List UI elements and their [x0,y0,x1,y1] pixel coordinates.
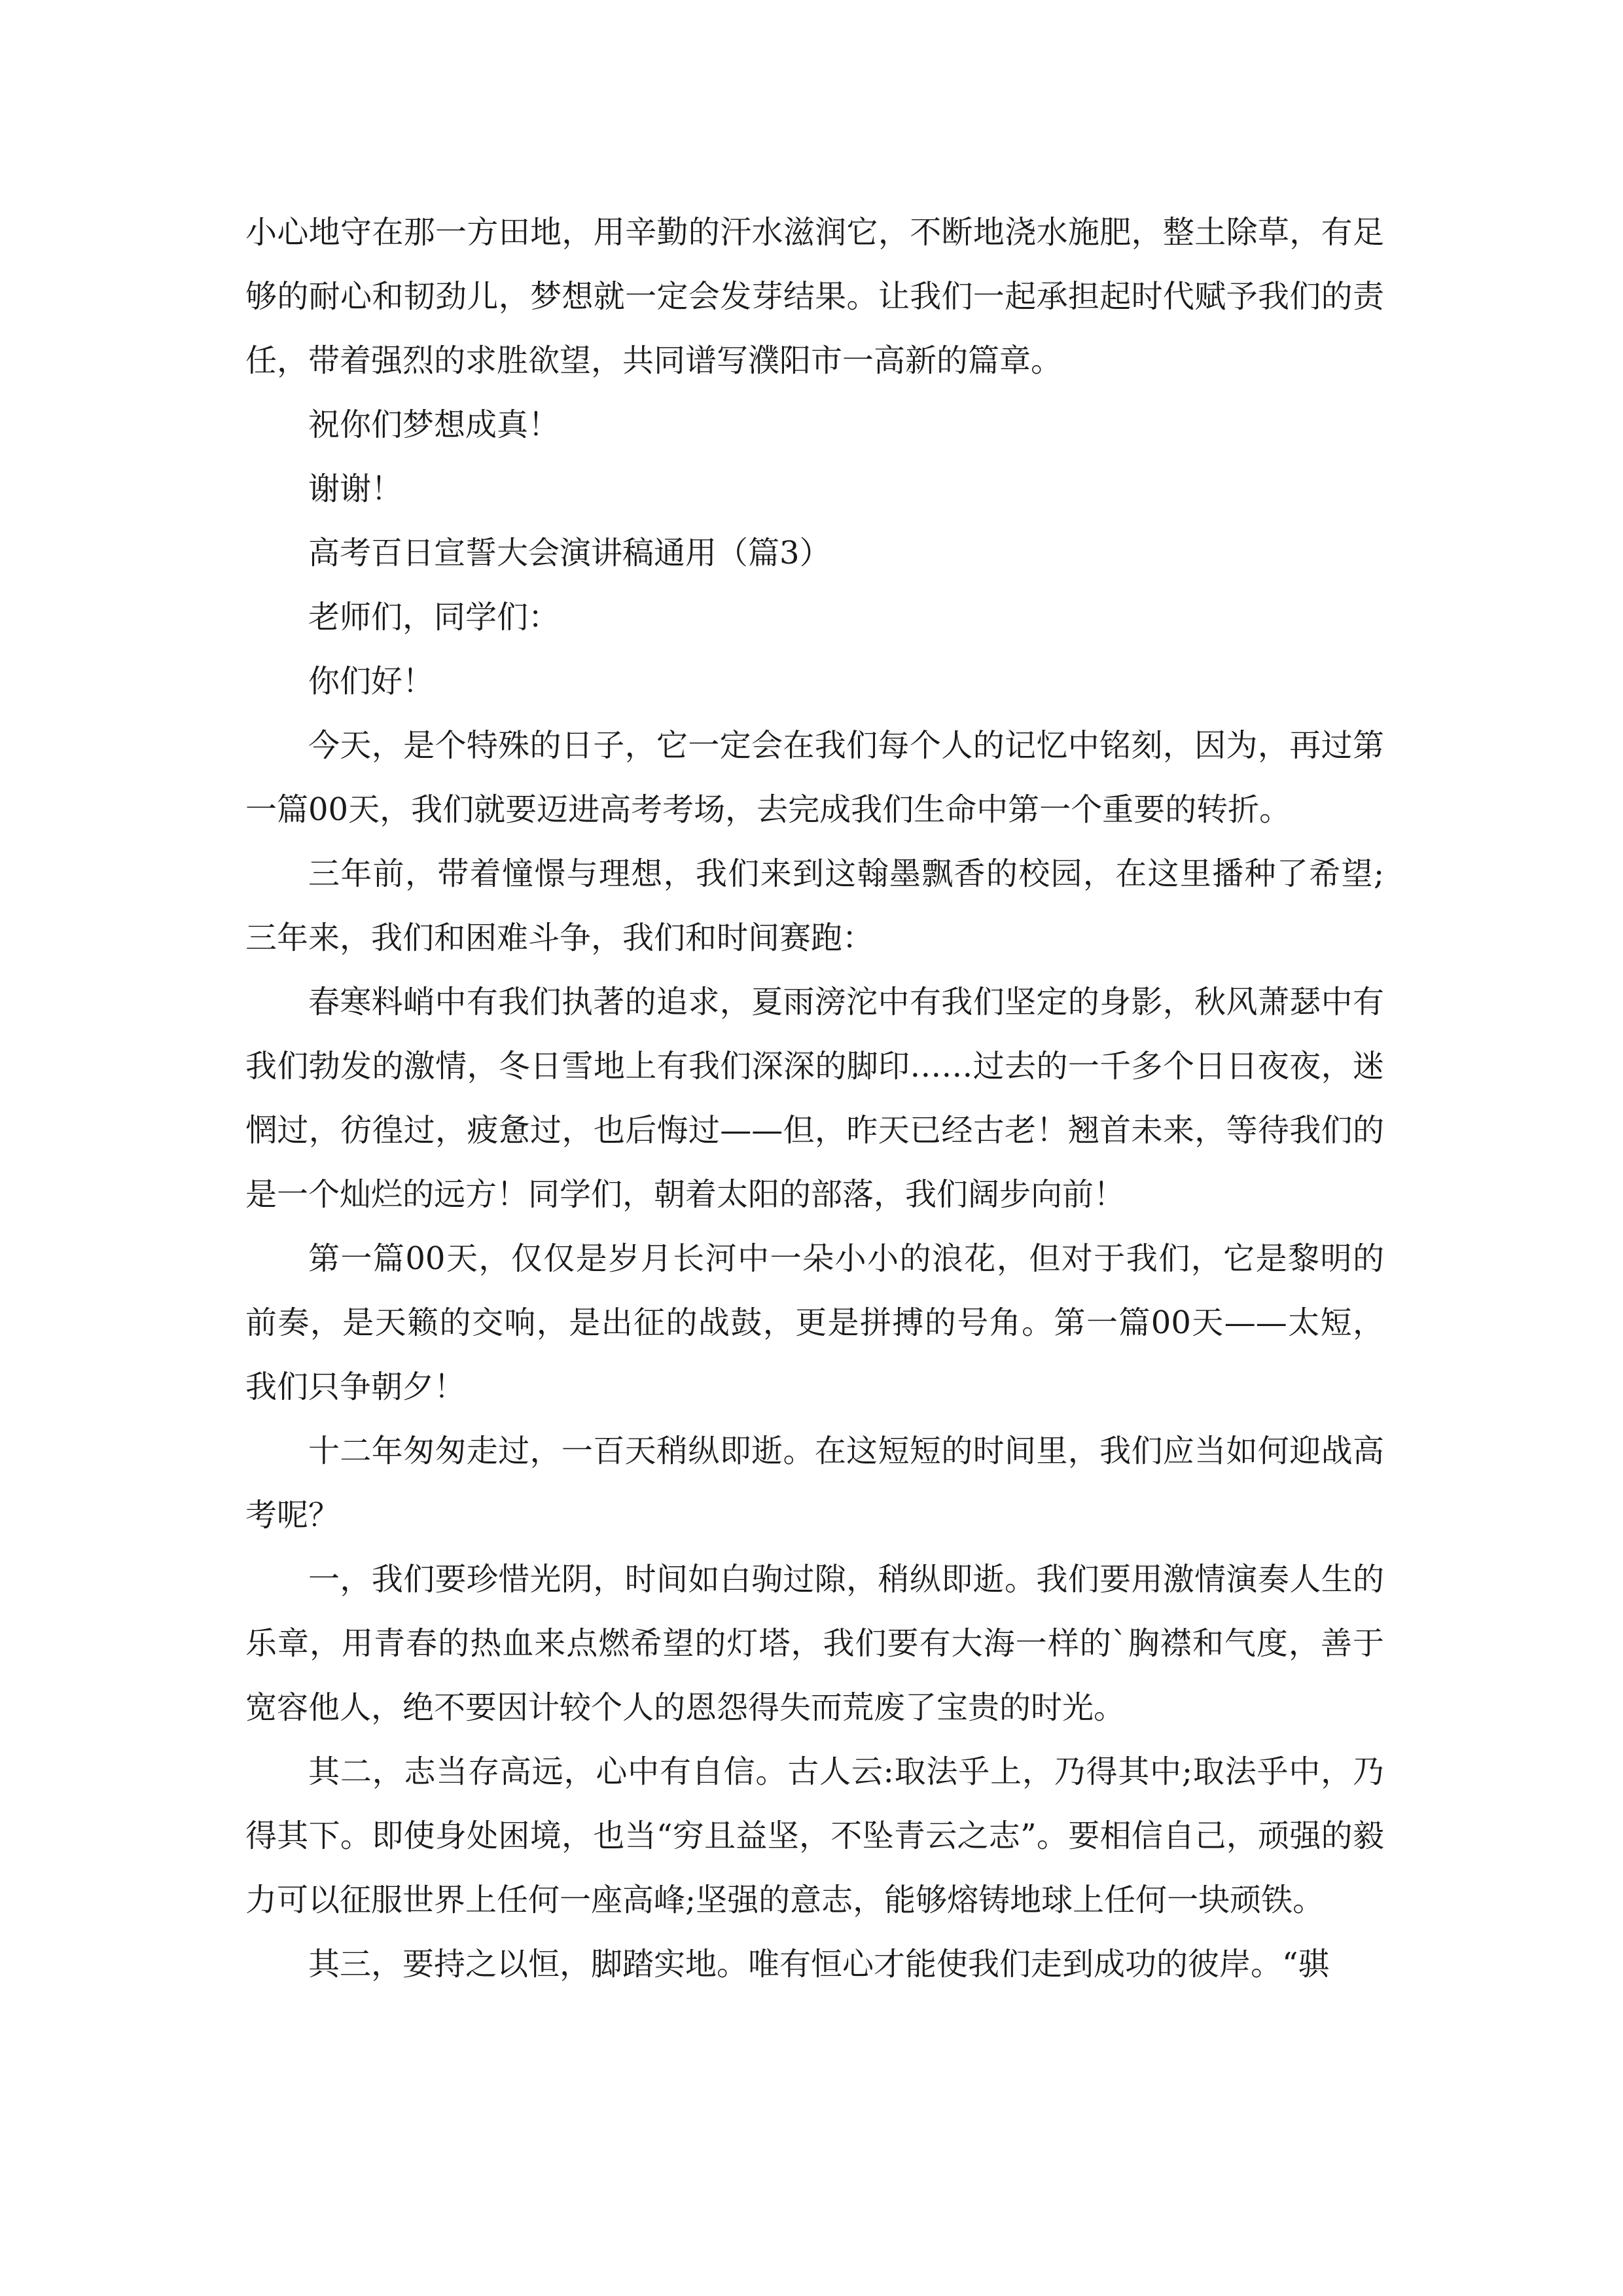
paragraph: 三年前，带着憧憬与理想，我们来到这翰墨飘香的校园，在这里播种了希望;三年来，我们和困难斗争，我们和时间赛跑： [245,855,1384,956]
body-text [245,200,1384,1996]
paragraph: 其二，志当存高远，心中有自信。古人云:取法乎上，乃得其中;取法乎中，乃得其下。即使身处困境，也当“穷且益坚，不坠青云之志”。要相信自己，顽强的毅力可以征服世界上任何一座高峰;坚强的意志，能够熔铸地球上任何一块顽铁。 [245,1753,1384,1918]
paragraph: 你们好！ [308,663,435,700]
paragraph: 春寒料峭中有我们执著的追求，夏雨滂沱中有我们坚定的身影，秋风萧瑟中有我们勃发的激情，冬日雪地上有我们深深的脚印……过去的一千多个日日夜夜，迷惘过，彷徨过，疲惫过，也后悔过——但，昨天已经古老！翘首未来，等待我们的是一个灿烂的远方！同学们，朝着太阳的部落，我们阔步向前！ [245,984,1384,1213]
section-heading: 高考百日宣誓大会演讲稿通用（篇3） [308,535,831,571]
paragraph: 第一篇00天，仅仅是岁月长河中一朵小小的浪花，但对于我们，它是黎明的前奏，是天籁的交响，是出征的战鼓，更是拼搏的号角。第一篇00天——太短，我们只争朝夕！ [245,1240,1384,1405]
paragraph: 今天，是个特殊的日子，它一定会在我们每个人的记忆中铭刻，因为，再过第一篇00天，我们就要迈进高考考场，去完成我们生命中第一个重要的转折。 [245,727,1384,828]
paragraph: 老师们，同学们： [308,599,560,636]
paragraph: 祝你们梦想成真！ [308,406,560,443]
paragraph: 小心地守在那一方田地，用辛勤的汗水滋润它，不断地浇水施肥，整土除草，有足够的耐心和韧劲儿，梦想就一定会发芽结果。让我们一起承担起时代赋予我们的责任，带着强烈的求胜欲望，共同谱写濮阳市一高新的篇章。 [245,214,1384,379]
paragraph: 其三，要持之以恒，脚踏实地。唯有恒心才能使我们走到成功的彼岸。“骐 [308,1946,1330,1982]
paragraph: 谢谢！ [308,471,403,507]
paragraph: 十二年匆匆走过，一百天稍纵即逝。在这短短的时间里，我们应当如何迎战高考呢？ [245,1433,1384,1534]
paragraph: 一，我们要珍惜光阴，时间如白驹过隙，稍纵即逝。我们要用激情演奏人生的乐章，用青春的热血来点燃希望的灯塔，我们要有大海一样的`胸襟和气度，善于宽容他人，绝不要因计较个人的恩怨得失而荒废了宝贵的时光。 [245,1561,1384,1726]
